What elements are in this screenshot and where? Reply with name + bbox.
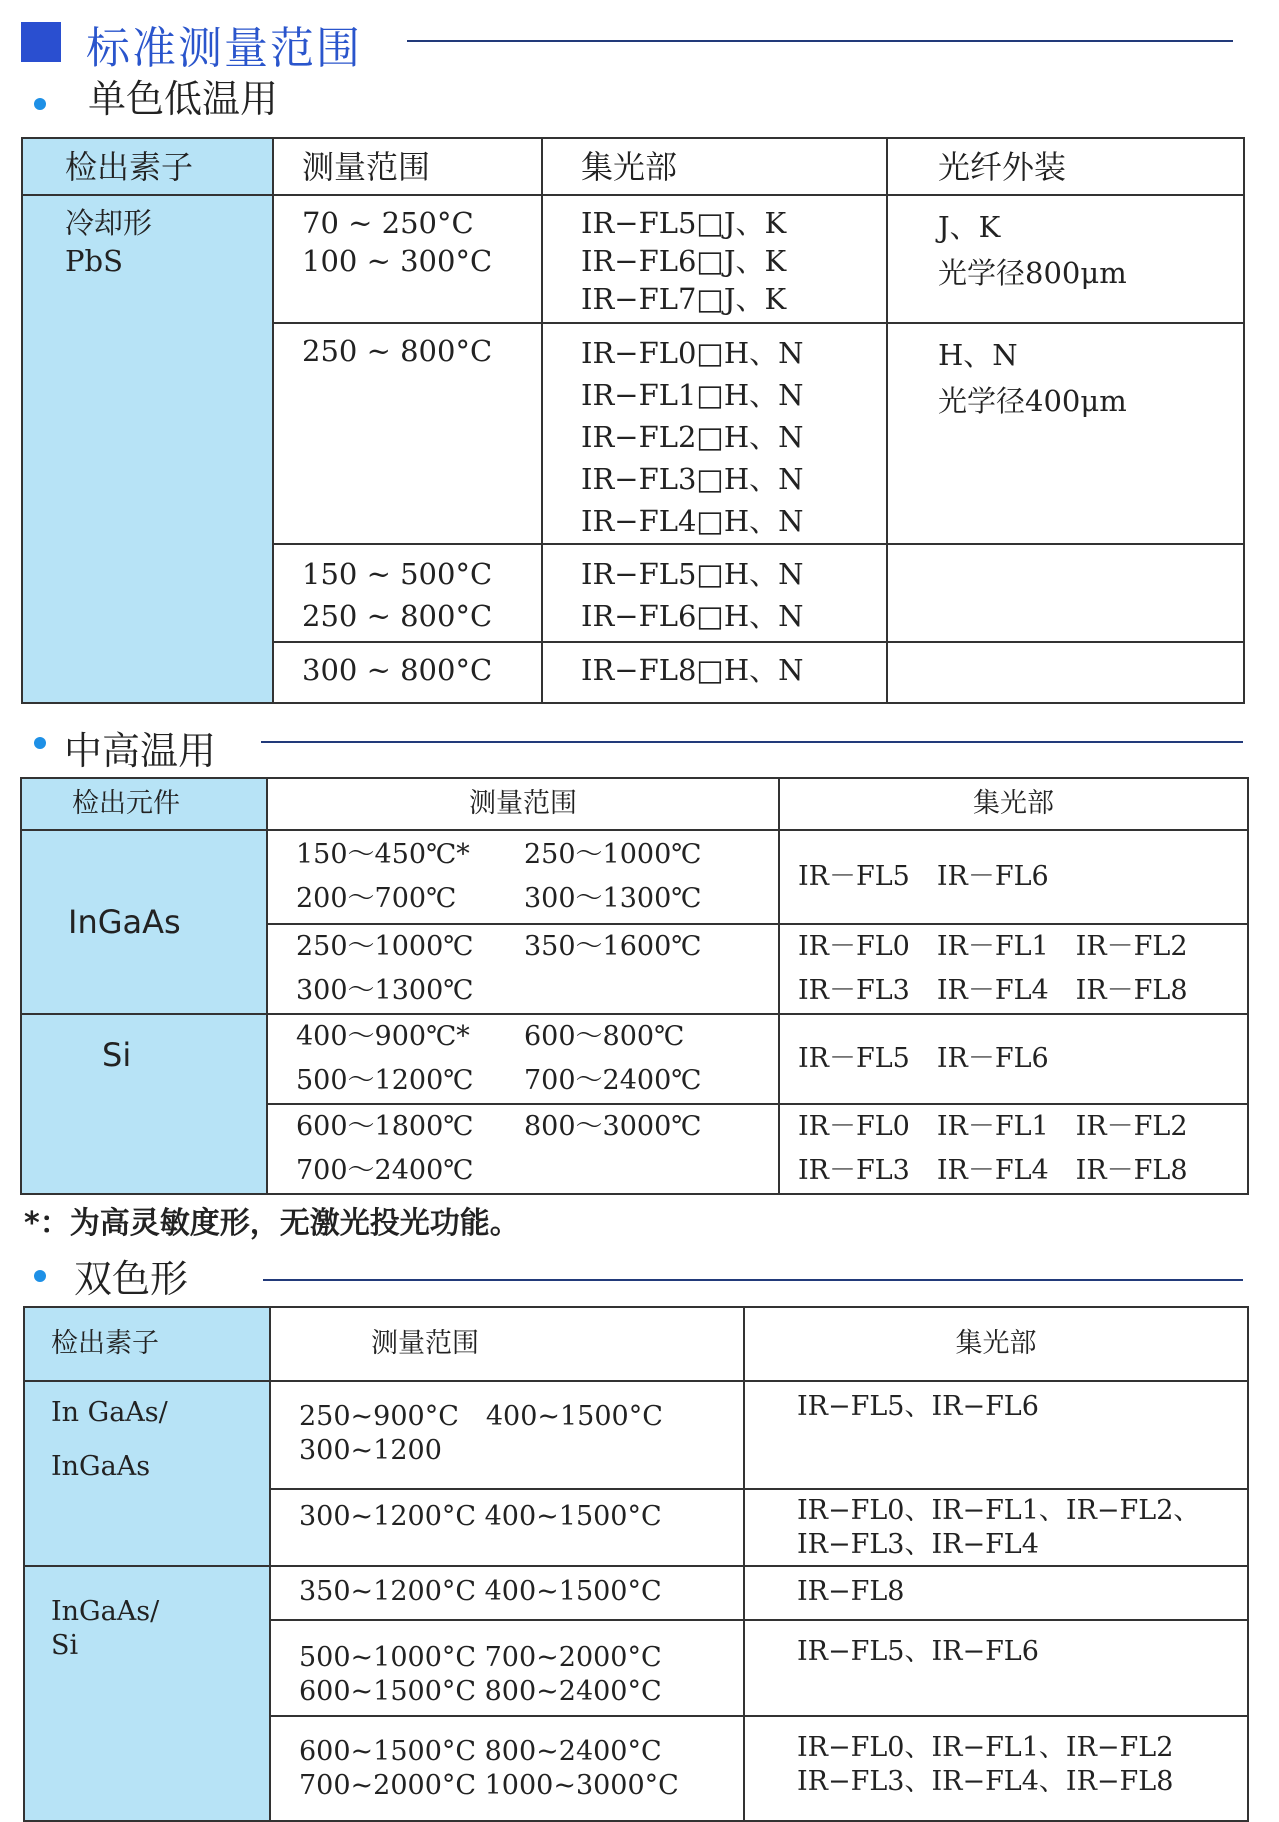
range: 250 ~ 800°C [302, 334, 493, 368]
optics-cell [744, 1489, 1248, 1566]
header-element: 检出素子 [22, 138, 273, 195]
optics-cell [779, 1104, 1248, 1194]
header-element: 检出元件 [21, 778, 267, 830]
optics: IR−FL0、IR−FL1、IR−FL2 [797, 1732, 1174, 1763]
range-cell [267, 1104, 779, 1194]
range [524, 969, 752, 1013]
header-range: 测量范围 [273, 138, 542, 195]
optics: IR−FL3□H、N [581, 462, 804, 496]
table-row [24, 1381, 1248, 1489]
optics: IR−FL5、IR−FL6 [797, 1636, 1039, 1667]
header-optics: 集光部 [744, 1307, 1248, 1381]
optics-cell [542, 323, 887, 544]
footnote: *：为高灵敏度形，无激光投光功能。 [24, 1206, 520, 1241]
range-cell [270, 1381, 744, 1489]
title-rule [407, 40, 1233, 42]
range-cell [273, 544, 542, 642]
optics: IR−FL0、IR−FL1、IR−FL2、 [797, 1495, 1201, 1526]
range: 600~1500°C 800~2400°C [299, 1736, 662, 1767]
section1-heading: 单色低温用 [88, 77, 279, 121]
bullet-icon [34, 1270, 46, 1282]
header-range: 测量范围 [267, 778, 779, 830]
element-cell: InGaAs [21, 830, 267, 1014]
range: 500~1000°C 700~2000°C [299, 1642, 662, 1673]
table-row [22, 195, 1244, 323]
bullet-icon [34, 737, 46, 749]
optics: IR−FL6□J、K [581, 244, 787, 278]
range: 700～2400℃ [524, 1065, 702, 1096]
fiber: J、K [938, 210, 1001, 244]
title-square-icon [21, 22, 61, 62]
range: 800～3000℃ [524, 1111, 702, 1142]
section3-rule [263, 1279, 1243, 1281]
range: 150～450℃* [296, 839, 470, 870]
fiber-cell [887, 544, 1244, 642]
table-row [21, 830, 1248, 924]
optics-cell [542, 195, 887, 323]
fiber: 光学径400μm [938, 384, 1127, 418]
range: 600～1800℃ [296, 1111, 474, 1142]
range-cell [273, 642, 542, 703]
fiber-cell [887, 323, 1244, 544]
section2-heading: 中高温用 [64, 729, 217, 773]
optics-cell [744, 1381, 1248, 1489]
optics: IR−FL1□H、N [581, 378, 804, 412]
optics-cell [779, 1014, 1248, 1104]
range-cell [267, 1014, 779, 1104]
fiber-cell [887, 642, 1244, 703]
optics-cell [744, 1566, 1248, 1620]
element-cell: Si [21, 1014, 267, 1194]
range: 300~1200 [299, 1435, 442, 1466]
fiber-cell [887, 195, 1244, 323]
optics: IR−FL7□J、K [581, 282, 787, 316]
range: 300~1200°C 400~1500°C [299, 1501, 662, 1532]
optics-cell [744, 1620, 1248, 1716]
element-name: Si [51, 1630, 79, 1661]
optics-cell [779, 830, 1248, 924]
range: 300 ~ 800°C [302, 653, 493, 687]
range-cell [267, 830, 779, 924]
range: 500～1200℃ [296, 1065, 474, 1096]
optics: IR−FL6□H、N [581, 599, 804, 633]
range-cell [267, 924, 779, 1014]
range: 100 ~ 300°C [302, 244, 493, 278]
range-cell [273, 323, 542, 544]
optics: IR−FL8 [797, 1576, 905, 1607]
element-cell [22, 195, 273, 703]
optics: IR−FL2□H、N [581, 420, 804, 454]
range: 600～800℃ [524, 1021, 685, 1052]
range: 600~1500°C 800~2400°C [299, 1676, 662, 1707]
optics: IR－FL0 IR－FL1 IR－FL2 [798, 931, 1188, 962]
element-name: InGaAs [51, 1451, 151, 1482]
section3-heading: 双色形 [74, 1257, 189, 1301]
optics: IR－FL0 IR－FL1 IR－FL2 [798, 1111, 1188, 1142]
range-cell [270, 1620, 744, 1716]
optics: IR−FL3、IR−FL4 [797, 1529, 1039, 1560]
optics: IR−FL8□H、N [581, 653, 804, 687]
range [524, 1149, 752, 1193]
range: 350～1600℃ [524, 931, 702, 962]
optics: IR−FL5□J、K [581, 206, 787, 240]
optics: IR−FL0□H、N [581, 336, 804, 370]
optics: IR－FL3 IR－FL4 IR－FL8 [798, 1155, 1188, 1186]
element-type: 冷却形 [65, 206, 153, 240]
range: 150 ~ 500°C [302, 557, 493, 591]
optics-cell [779, 924, 1248, 1014]
range: 250 ~ 800°C [302, 599, 493, 633]
optics-cell [542, 642, 887, 703]
header-optics: 集光部 [542, 138, 887, 195]
element-cell [24, 1381, 270, 1566]
range-cell [270, 1716, 744, 1821]
header-optics: 集光部 [779, 778, 1248, 830]
range: 200～700℃ [296, 883, 457, 914]
optics: IR−FL3、IR−FL4、IR−FL8 [797, 1766, 1174, 1797]
header-range: 测量范围 [270, 1307, 744, 1381]
optics: IR−FL4□H、N [581, 504, 804, 538]
fiber: 光学径800μm [938, 256, 1127, 290]
range: 700~2000°C 1000~3000°C [299, 1770, 679, 1801]
range: 350~1200°C 400~1500°C [299, 1576, 662, 1607]
fiber: H、N [938, 338, 1018, 372]
element-name: InGaAs/ [51, 1596, 160, 1627]
table-mid-high [20, 777, 1249, 1195]
range-cell [270, 1566, 744, 1620]
optics-cell [744, 1716, 1248, 1821]
optics: IR−FL5□H、N [581, 557, 804, 591]
bullet-icon [34, 98, 46, 110]
table-two-color [23, 1306, 1249, 1822]
table-row [24, 1566, 1248, 1620]
range: 250～1000℃ [296, 931, 474, 962]
section2-rule [261, 741, 1243, 743]
optics: IR−FL5、IR−FL6 [797, 1391, 1039, 1422]
element-name: In GaAs/ [51, 1397, 168, 1428]
element-name: PbS [65, 244, 123, 278]
range-cell [273, 195, 542, 323]
range: 70 ~ 250°C [302, 206, 474, 240]
optics: IR－FL5 IR－FL6 [798, 861, 1049, 892]
range: 300～1300℃ [524, 883, 702, 914]
range: 300～1300℃ [296, 975, 474, 1006]
optics: IR－FL3 IR－FL4 IR－FL8 [798, 975, 1188, 1006]
range: 400～900℃* [296, 1021, 470, 1052]
range: 250～1000℃ [524, 839, 702, 870]
page-title: 标准测量范围 [86, 23, 362, 74]
header-element: 检出素子 [24, 1307, 270, 1381]
table-row [21, 1014, 1248, 1104]
header-fiber: 光纤外装 [887, 138, 1244, 195]
optics: IR－FL5 IR－FL6 [798, 1043, 1049, 1074]
range: 700～2400℃ [296, 1155, 474, 1186]
range: 250~900°C 400~1500°C [299, 1401, 663, 1432]
optics-cell [542, 544, 887, 642]
element-cell [24, 1566, 270, 1821]
range-cell [270, 1489, 744, 1566]
table-single-low [21, 137, 1245, 704]
